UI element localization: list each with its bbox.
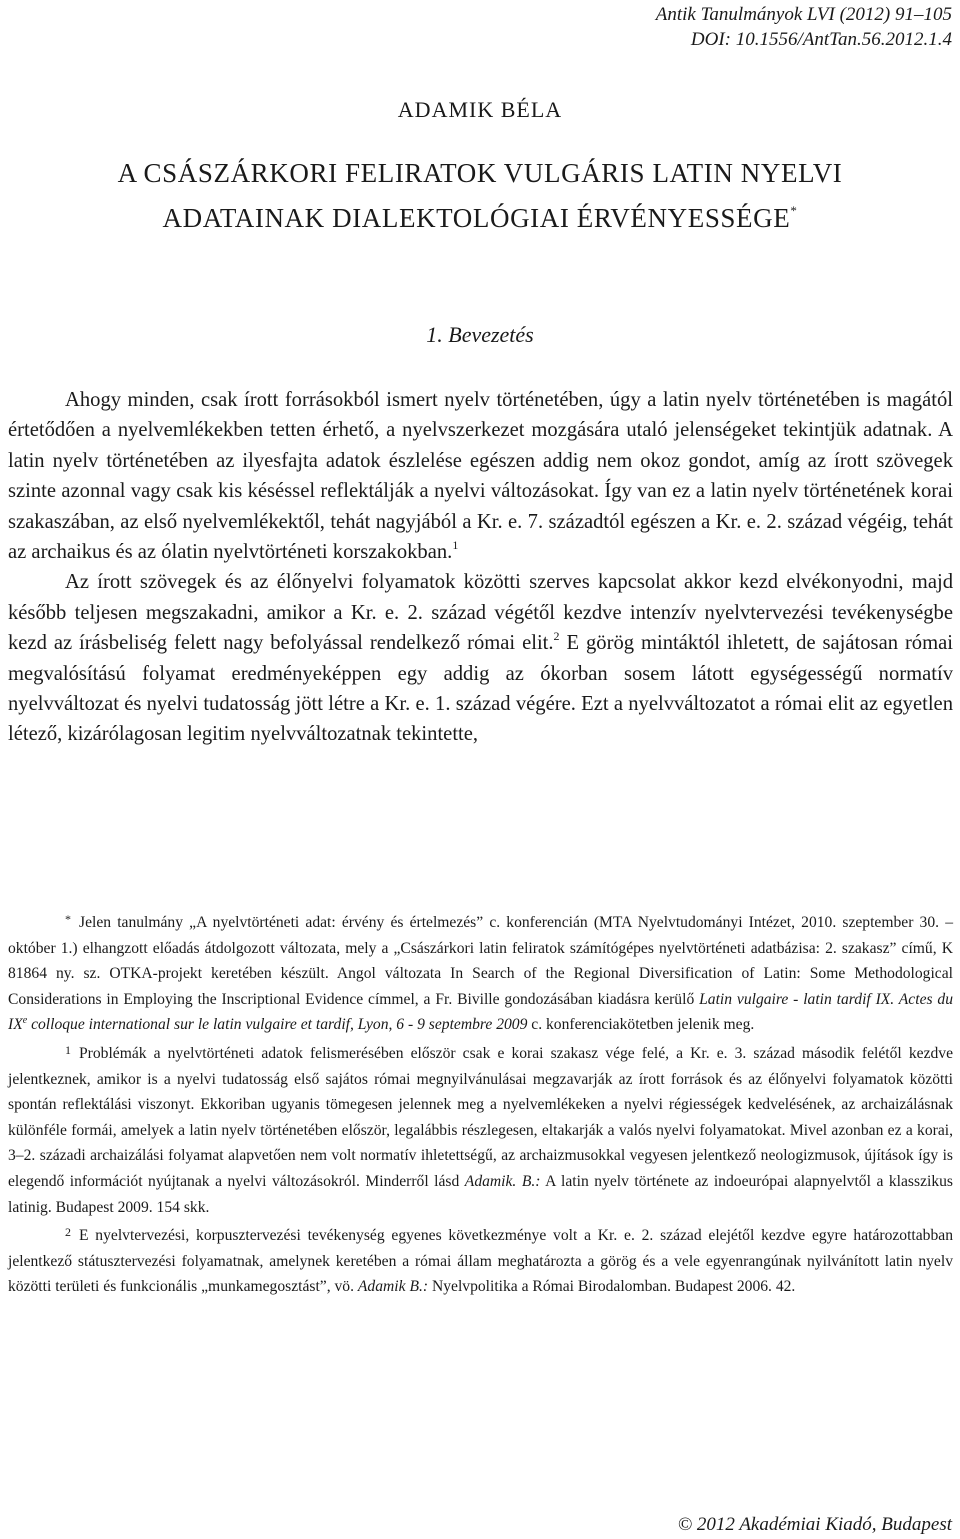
footnote-ref-1[interactable]: 1 — [452, 538, 459, 553]
title-line-1: A CSÁSZÁRKORI FELIRATOK VULGÁRIS LATIN NYELVI — [117, 158, 843, 188]
footnote-star-italic-b: colloque international sur le latin vulgaire et tardif, Lyon, 6 - 9 septembre 2009 — [27, 1016, 528, 1034]
footnote-1 — [8, 1038, 953, 1220]
title-line-2 — [0, 192, 960, 237]
footnote-2-mark: 2 — [65, 1225, 71, 1240]
paragraph-1 — [8, 385, 953, 567]
title-line-2-text: ADATAINAK DIALEKTOLÓGIAI ÉRVÉNYESSÉGE — [162, 203, 791, 233]
paragraph-2-text-a: Az írott szövegek és az élőnyelvi folyamatok közötti szerves kapcsolat akkor kezd elvékonyodni, majd később teljesen megszakadni, amikor a Kr. e. 2. század végétől kezdve intenzív nyelvtervezési tevékenységbe kezd az írásbeliség felett nagy befolyással rendelkező római elit. — [8, 571, 953, 655]
footnote-star-italic-sup: e — [22, 1015, 28, 1027]
body-text — [8, 385, 953, 750]
footnotes — [8, 907, 953, 1300]
author-name: ADAMIK BÉLA — [397, 97, 563, 122]
footnote-star-text-a: Jelen tanulmány „A nyelvtörténeti adat: érvény és értelmezés” c. konferencián (MTA Nyelvtudományi Intézet, 2010. szeptember 30. – október 1.) elhangzott előadás átdolgozott változata, mely a „Császárkori latin feliratok számítógépes nyelvtörténeti adatbázisa: 2. szakasz” című, K 81864 ny. sz. OTKA-projekt keretében készült. Angol változata In Search of the Regional Diversification of Latin: Some Methodological Considerations in Employing the Inscriptional Evidence címmel, a Fr. Biville gondozásában kiadásra kerülő — [8, 914, 953, 1008]
footnote-star-text-b: c. konferenciakötetben jelenik meg. — [527, 1016, 755, 1034]
footnote-1-mark: 1 — [65, 1042, 71, 1057]
footnote-1-text-b: A latin nyelv története az indoeurópai alapnyelvtől a klasszikus latinig. Budapest 2009. 154 skk. — [8, 1172, 953, 1216]
footnote-ref-2[interactable]: 2 — [553, 629, 560, 644]
title-footnote-mark[interactable]: * — [790, 203, 798, 218]
footnote-1-author: Adamik. B.: — [464, 1172, 541, 1190]
section-heading: 1. Bevezetés — [426, 322, 534, 347]
footnote-2-author: Adamik B.: — [357, 1278, 429, 1296]
footnote-star — [8, 907, 953, 1038]
footnote-1-text-a: Problémák a nyelvtörténeti adatok felismerésében először csak e korai szakasz vége felé, a Kr. e. 3. század második felétől kezdve jelentkeznek, amikor is a nyelvi tudatosság első sajátos római megnyilvánulásai megzavarják az írott források és az élőnyelvi folyamatok közötti spontán reflektálási viszonyt. Ekkoriban ugyanis tömegesen jelennek meg a nyelvemlékeken a nyelvi régiességek kedvelésének, az archaizálásnak különféle formái, amelyek a latin nyelv történetében először, legalábbis részlegesen, eltakarják a valós nyelvi folyamatokat. Mivel azonban ez a korai, 3–2. századi archaizálási folyamat alapvetően nem volt normatív ihletettségű, az archaizmusokkal vegyesen jelentkező neologizmusok, újítások így is elegendő információt nyújtanak a nyelvi változásokról. Minderről lásd — [8, 1044, 953, 1190]
article-title — [0, 155, 960, 237]
copyright-footer: © 2012 Akadémiai Kiadó, Budapest — [677, 1514, 952, 1535]
journal-citation: Antik Tanulmányok LVI (2012) 91–105 — [655, 4, 952, 25]
footnote-2-text-a: E nyelvtervezési, korpusztervezési tevékenység egyenes következménye volt a Kr. e. 2. század elejétől kezdve egyre határozottabban jelentkező státusztervezési folyamatnak, amelynek keretében a római állam meghatározta a görög és a vele egyenrangúnak nyilvánított latin nyelv közötti területi és funkcionális „munkamegosztást”, vö. — [8, 1227, 953, 1296]
footnote-2 — [8, 1220, 953, 1300]
paragraph-1-text: Ahogy minden, csak írott forrásokból ismert nyelv történetében, úgy a latin nyelv történetében is magától értetődően a nyelvemlékekben tetten érhető, a nyelvszerkezet mozgására utaló jelenségeket tekintjük adatnak. A latin nyelv történetében az ilyesfajta adatok észlelése egészen addig nem okoz gondot, amíg az írott szövegek szinte azonnal vagy csak kis késéssel reflektálják a nyelvi változásokat. Így van ez a latin nyelv történetének korai szakaszában, az első nyelvemlékektől, tehát nagyjából a Kr. e. 7. századtól egészen a Kr. e. 2. század végéig, tehát az archaikus és az ólatin nyelvtörténeti korszakokban. — [8, 389, 953, 564]
footnote-star-italic-a: Latin vulgaire - latin tardif IX. Actes du IX — [8, 990, 954, 1034]
paragraph-2-text-b: E görög mintáktól ihletett, de sajátosan római megvalósítású folyamat eredményeképpen egy addig az ókorban sosem látott egységességű normatív nyelvváltozat és nyelvi tudatosság jött létre a Kr. e. 1. század végére. Ezt a nyelvváltozatot a római elit az egyetlen létező, kizárólagosan legitim nyelvváltozatnak tekintette, — [8, 632, 953, 746]
doi: DOI: 10.1556/AntTan.56.2012.1.4 — [690, 29, 952, 50]
footnote-2-text-b: Nyelvpolitika a Római Birodalomban. Budapest 2006. 42. — [428, 1278, 796, 1296]
journal-header — [656, 2, 952, 52]
paragraph-2 — [8, 567, 953, 749]
footnote-star-mark: * — [65, 912, 71, 926]
